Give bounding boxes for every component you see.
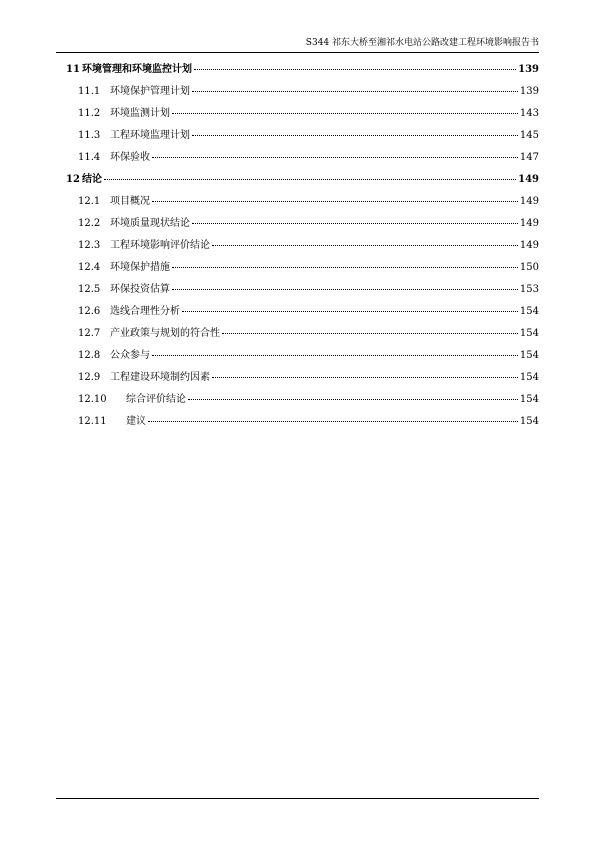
toc-page-number: 154	[519, 372, 539, 383]
toc-page-number: 147	[519, 152, 539, 163]
toc-number: 12.1	[78, 196, 101, 207]
toc-number: 12.4	[78, 262, 101, 273]
toc-page-number: 139	[519, 86, 539, 97]
toc-leader	[152, 200, 518, 202]
toc-leader	[192, 134, 518, 136]
toc-page-number: 154	[519, 394, 539, 405]
toc-entry-12-11[interactable]	[56, 411, 539, 433]
toc-number: 12.8	[78, 350, 101, 361]
table-of-contents	[56, 59, 539, 433]
toc-page-number: 143	[519, 108, 539, 119]
toc-page-number: 145	[519, 130, 539, 141]
toc-leader	[182, 310, 518, 312]
toc-entry-12[interactable]	[56, 169, 539, 191]
toc-page-number: 149	[518, 174, 539, 185]
toc-leader	[152, 354, 518, 356]
toc-title: 综合评价结论	[126, 394, 186, 405]
toc-number: 12.2	[78, 218, 101, 229]
toc-leader	[152, 156, 518, 158]
toc-page-number: 154	[519, 350, 539, 361]
toc-leader	[192, 90, 518, 92]
header-title: S344 祁东大桥至湘祁水电站公路改建工程环境影响报告书	[305, 38, 539, 48]
toc-title: 环境管理和环境监控计划	[82, 64, 192, 75]
toc-title: 选线合理性分析	[110, 306, 180, 317]
toc-page-number: 139	[518, 64, 539, 75]
toc-number: 12.5	[78, 284, 101, 295]
toc-leader	[172, 266, 518, 268]
toc-title: 项目概况	[110, 196, 150, 207]
toc-number: 11	[66, 64, 80, 75]
toc-title: 环境质量现状结论	[110, 218, 190, 229]
toc-title: 工程环境监理计划	[110, 130, 190, 141]
toc-entry-11-1[interactable]	[56, 81, 539, 103]
toc-page-number: 153	[519, 284, 539, 295]
toc-title: 环境保护措施	[110, 262, 170, 273]
toc-page-number: 154	[519, 328, 539, 339]
toc-number: 12.11	[78, 416, 107, 427]
toc-entry-11[interactable]	[56, 59, 539, 81]
toc-page-number: 154	[519, 306, 539, 317]
toc-page-number: 149	[519, 218, 539, 229]
toc-title: 环保验收	[110, 152, 150, 163]
toc-title: 环境监测计划	[110, 108, 170, 119]
toc-title: 环境保护管理计划	[110, 86, 190, 97]
toc-entry-12-5[interactable]	[56, 279, 539, 301]
toc-page-number: 149	[519, 240, 539, 251]
toc-number: 11.4	[78, 152, 101, 163]
toc-entry-12-4[interactable]	[56, 257, 539, 279]
toc-leader	[148, 420, 518, 422]
toc-entry-12-2[interactable]	[56, 213, 539, 235]
toc-number: 12.6	[78, 306, 101, 317]
toc-title: 产业政策与规划的符合性	[110, 328, 220, 339]
toc-number: 11.2	[78, 108, 101, 119]
toc-entry-12-3[interactable]	[56, 235, 539, 257]
toc-leader	[192, 222, 518, 224]
toc-leader	[172, 288, 518, 290]
toc-title: 工程环境影响评价结论	[110, 240, 210, 251]
toc-entry-12-1[interactable]	[56, 191, 539, 213]
toc-entry-12-7[interactable]	[56, 323, 539, 345]
toc-page-number: 150	[519, 262, 539, 273]
toc-entry-12-6[interactable]	[56, 301, 539, 323]
toc-leader	[188, 398, 518, 400]
toc-entry-11-3[interactable]	[56, 125, 539, 147]
toc-number: 12.10	[78, 394, 107, 405]
toc-page-number: 149	[519, 196, 539, 207]
toc-title: 结论	[82, 174, 102, 185]
toc-leader	[104, 178, 516, 180]
toc-leader	[212, 244, 518, 246]
toc-number: 12.7	[78, 328, 101, 339]
toc-number: 11.1	[78, 86, 101, 97]
toc-number: 12	[66, 174, 80, 185]
toc-number: 12.9	[78, 372, 101, 383]
toc-leader	[194, 68, 516, 70]
toc-leader	[222, 332, 518, 334]
toc-number: 12.3	[78, 240, 101, 251]
toc-title: 工程建设环境制约因素	[110, 372, 210, 383]
toc-entry-11-2[interactable]	[56, 103, 539, 125]
footer-divider	[56, 798, 539, 799]
toc-page-number: 154	[519, 416, 539, 427]
toc-number: 11.3	[78, 130, 101, 141]
toc-entry-11-4[interactable]	[56, 147, 539, 169]
toc-title: 环保投资估算	[110, 284, 170, 295]
toc-entry-12-10[interactable]	[56, 389, 539, 411]
page-header	[56, 36, 539, 53]
toc-entry-12-9[interactable]	[56, 367, 539, 389]
toc-title: 建议	[126, 416, 146, 427]
toc-leader	[212, 376, 518, 378]
toc-leader	[172, 112, 518, 114]
toc-entry-12-8[interactable]	[56, 345, 539, 367]
toc-title: 公众参与	[110, 350, 150, 361]
